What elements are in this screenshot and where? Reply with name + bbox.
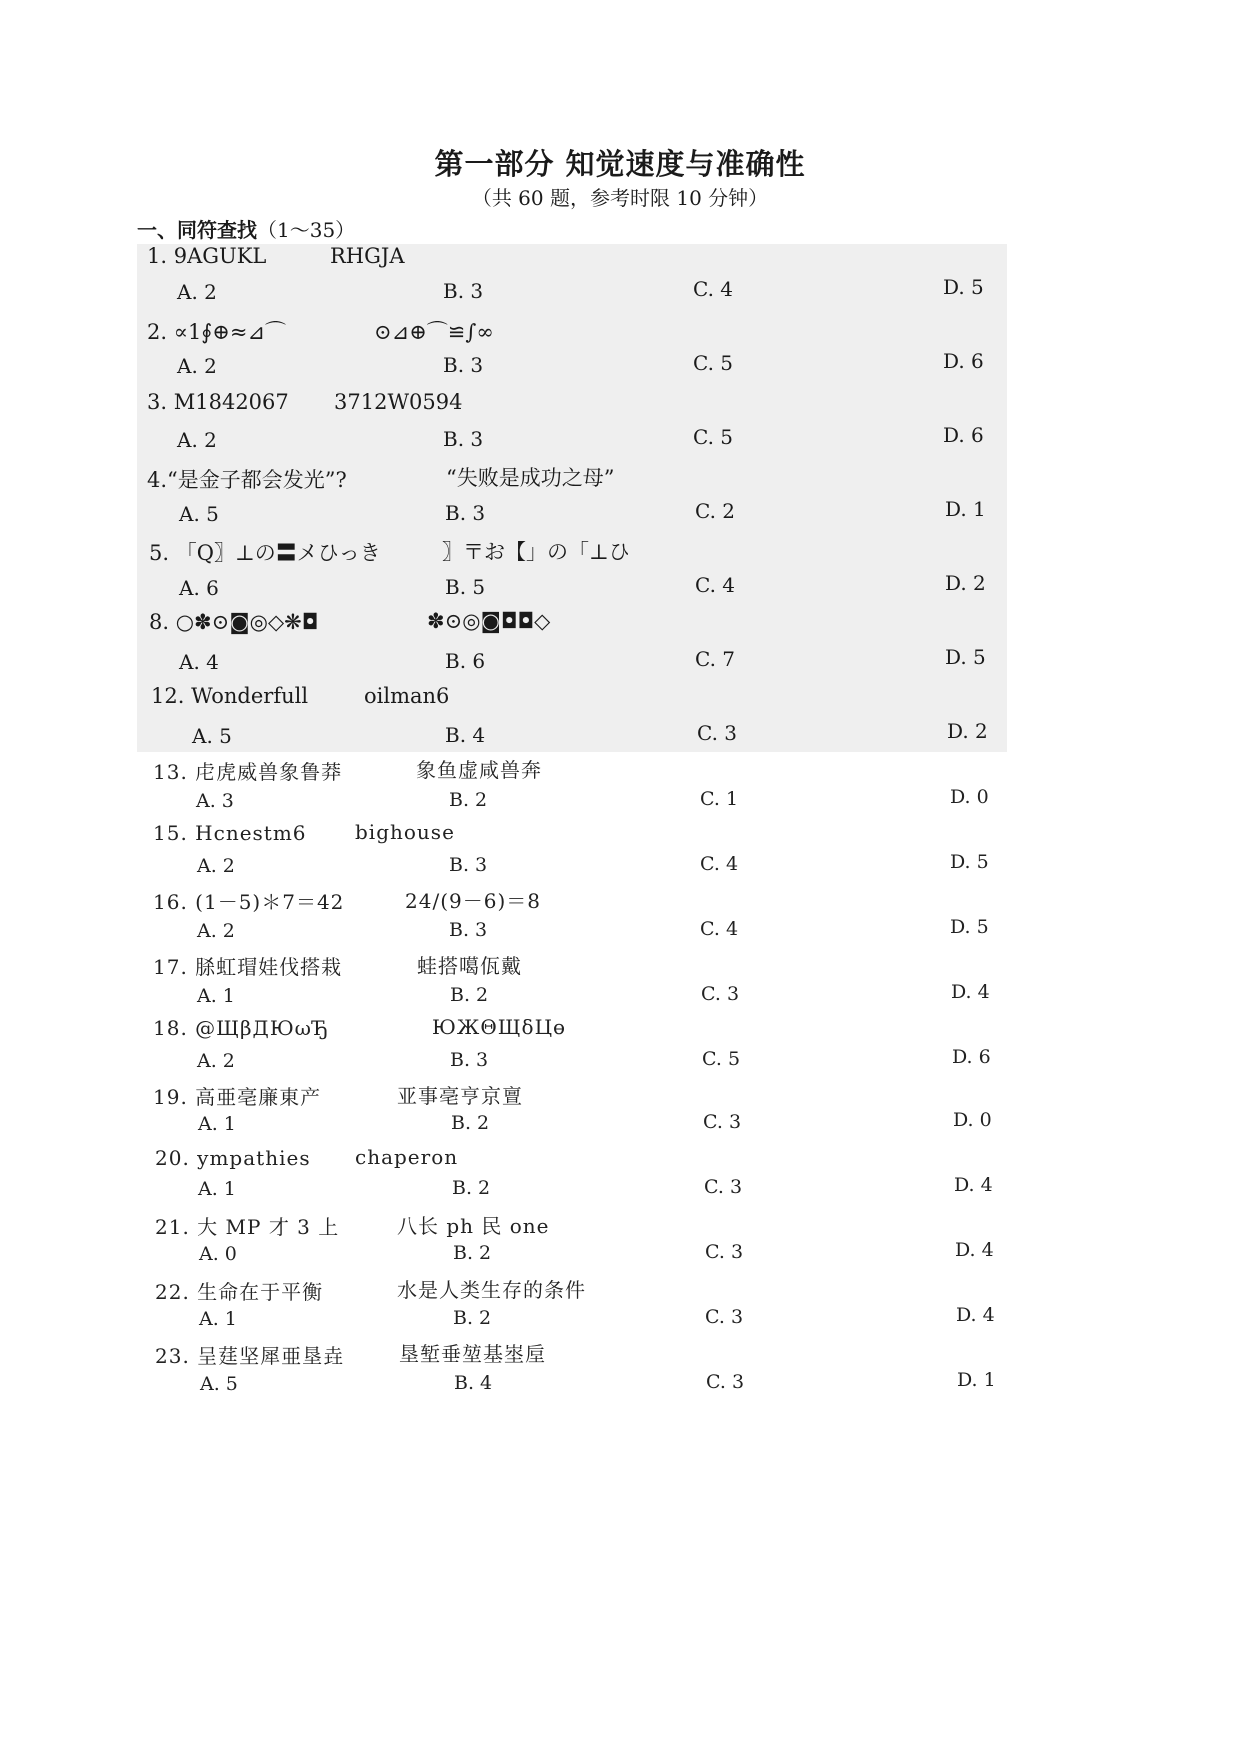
option-c: C. 5	[693, 351, 734, 375]
left-string: 脎虹瑁娃伐搭栽	[195, 955, 343, 979]
option-c: C. 3	[703, 1111, 742, 1133]
option-d: D. 1	[957, 1369, 996, 1391]
question-number: 17.	[153, 955, 188, 979]
left-string: 大 MP 才 3 上	[197, 1215, 340, 1239]
right-string: oilman6	[364, 684, 450, 708]
option-b: B. 3	[443, 427, 484, 451]
left-string: 虍虎威兽象鲁莽	[195, 760, 343, 784]
question-16	[153, 886, 344, 915]
option-b: B. 4	[445, 723, 486, 747]
right-string: ⊙⊿⊕⌒≌∫∞	[374, 320, 494, 344]
option-d: D. 6	[952, 1046, 991, 1068]
option-d: D. 5	[943, 275, 984, 299]
question-number: 2.	[147, 320, 168, 344]
option-a: A. 6	[179, 576, 219, 600]
option-d: D. 5	[950, 916, 989, 938]
question-5	[149, 537, 381, 567]
question-number: 18.	[153, 1016, 188, 1040]
option-d: D. 0	[950, 786, 989, 808]
left-string: M1842067	[173, 390, 289, 414]
option-c: C. 3	[705, 1306, 744, 1328]
question-13	[153, 756, 342, 785]
right-string: 象鱼虚咸兽奔	[416, 758, 542, 782]
option-d: D. 4	[954, 1174, 993, 1196]
option-a: A. 5	[200, 1373, 238, 1395]
option-a: A. 4	[179, 650, 219, 674]
question-number: 20.	[155, 1146, 190, 1170]
right-string: ✽⊙◎◙◘◘◇	[427, 609, 551, 633]
option-a: A. 1	[197, 985, 235, 1007]
right-string: 〗〒お【」の「⊥ひ	[442, 540, 630, 564]
question-1	[147, 244, 266, 268]
option-d: D. 0	[953, 1109, 992, 1131]
option-b: B. 6	[445, 649, 486, 673]
question-number: 21.	[155, 1215, 190, 1239]
right-string: 24/(9－6)＝8	[405, 889, 541, 913]
option-c: C. 5	[693, 425, 734, 449]
option-c: C. 3	[705, 1241, 744, 1263]
right-string: 垦堑垂堃基埊垕	[399, 1342, 546, 1366]
question-number: 15.	[153, 821, 188, 845]
left-string: “是金子都会发光”?	[167, 468, 347, 492]
option-c: C. 3	[697, 721, 738, 745]
option-d: D. 5	[950, 851, 989, 873]
right-string: ЮЖΘЩδЦɵ	[432, 1015, 567, 1039]
left-string: ympathies	[197, 1146, 311, 1170]
left-string: 「Q〗⊥の〓メひっき	[175, 541, 381, 565]
question-number: 5.	[149, 541, 170, 565]
option-c: C. 3	[704, 1176, 743, 1198]
left-string: @ЩβДЮωЂ	[195, 1016, 329, 1040]
question-3	[147, 390, 289, 414]
question-number: 8.	[149, 610, 170, 634]
right-string: 3712W0594	[334, 390, 463, 414]
option-c: C. 4	[693, 277, 734, 301]
right-string: 水是人类生存的条件	[397, 1278, 586, 1302]
left-string: 生命在于平衡	[197, 1280, 324, 1304]
option-d: D. 2	[947, 719, 988, 743]
question-15	[153, 821, 307, 845]
option-c: C. 1	[700, 788, 739, 810]
left-string: Wonderfull	[191, 684, 309, 708]
page-subtitle: （共 60 题，参考时限 10 分钟）	[471, 186, 769, 210]
option-b: B. 2	[451, 1112, 490, 1134]
option-a: A. 5	[192, 724, 232, 748]
option-a: A. 3	[196, 790, 234, 812]
left-string: ○✽⊙◙◎◇❋◘	[175, 610, 319, 634]
option-a: A. 5	[179, 502, 219, 526]
option-c: C. 2	[695, 499, 736, 523]
option-b: B. 2	[452, 1177, 491, 1199]
option-d: D. 6	[943, 349, 984, 373]
option-c: C. 7	[695, 647, 736, 671]
left-string: (1－5)＊7＝42	[195, 890, 345, 914]
option-b: B. 3	[449, 919, 488, 941]
section-heading	[137, 214, 355, 243]
right-string: bighouse	[355, 820, 455, 844]
question-23	[155, 1340, 344, 1369]
option-d: D. 5	[945, 645, 986, 669]
option-a: A. 2	[197, 855, 235, 877]
option-a: A. 1	[199, 1308, 237, 1330]
section-range: （1～35）	[257, 218, 356, 242]
question-number: 3.	[147, 390, 168, 414]
option-a: A. 1	[198, 1178, 236, 1200]
question-20	[155, 1146, 311, 1170]
right-string: RHGJA	[330, 244, 405, 268]
left-string: 9AGUKL	[173, 244, 267, 268]
question-2	[147, 316, 286, 346]
question-8	[149, 610, 318, 634]
question-17	[153, 951, 342, 980]
option-c: C. 3	[701, 983, 740, 1005]
option-a: A. 2	[197, 920, 235, 942]
question-4	[147, 464, 347, 494]
option-c: C. 4	[700, 853, 739, 875]
option-c: C. 5	[702, 1048, 741, 1070]
section-label: 一、同符查找	[137, 218, 257, 242]
option-d: D. 4	[955, 1239, 994, 1261]
right-string: chaperon	[355, 1145, 459, 1169]
question-number: 13.	[153, 760, 188, 784]
right-string: 亚事亳亨京亶	[397, 1084, 523, 1108]
page-title: 第一部分 知觉速度与准确性	[434, 147, 806, 181]
option-b: B. 5	[445, 575, 486, 599]
option-b: B. 3	[449, 854, 488, 876]
option-d: D. 4	[956, 1304, 995, 1326]
option-d: D. 4	[951, 981, 990, 1003]
question-12	[151, 684, 308, 708]
option-b: B. 3	[443, 353, 484, 377]
right-string: 八长 ph 民 one	[397, 1214, 550, 1238]
option-c: C. 4	[695, 573, 736, 597]
question-22	[155, 1276, 323, 1305]
question-block-lower	[137, 756, 1007, 1416]
question-block-upper	[137, 244, 1007, 752]
option-b: B. 2	[449, 789, 488, 811]
option-b: B. 3	[450, 1049, 489, 1071]
option-b: B. 2	[450, 984, 489, 1006]
option-b: B. 3	[443, 279, 484, 303]
option-d: D. 1	[945, 497, 986, 521]
option-d: D. 2	[945, 571, 986, 595]
option-b: B. 4	[454, 1372, 493, 1394]
option-d: D. 6	[943, 423, 984, 447]
left-string: 高亜亳廉東产	[195, 1085, 322, 1109]
right-string: 蛙搭噶佤戴	[417, 954, 522, 978]
question-number: 12.	[151, 684, 185, 708]
option-c: C. 4	[700, 918, 739, 940]
question-number: 19.	[153, 1085, 188, 1109]
question-number: 23.	[155, 1344, 190, 1368]
question-number: 22.	[155, 1280, 190, 1304]
question-number: 16.	[153, 890, 188, 914]
option-b: B. 2	[453, 1307, 492, 1329]
right-string: “失败是成功之母”	[446, 466, 615, 490]
question-19	[153, 1081, 321, 1110]
option-a: A. 2	[177, 428, 217, 452]
option-c: C. 3	[706, 1371, 745, 1393]
question-18	[153, 1016, 329, 1040]
question-number: 1.	[147, 244, 168, 268]
left-string: Hcnestm6	[195, 821, 307, 845]
left-string: ∝1∮⊕≈⊿⌒	[173, 320, 287, 344]
option-a: A. 2	[197, 1050, 235, 1072]
left-string: 呈莛坚犀亜垦垚	[197, 1344, 345, 1368]
option-a: A. 1	[198, 1113, 236, 1135]
option-b: B. 3	[445, 501, 486, 525]
question-21	[155, 1211, 339, 1240]
option-a: A. 0	[199, 1243, 237, 1265]
option-a: A. 2	[177, 354, 217, 378]
option-a: A. 2	[177, 280, 217, 304]
question-number: 4.	[147, 468, 168, 492]
option-b: B. 2	[453, 1242, 492, 1264]
